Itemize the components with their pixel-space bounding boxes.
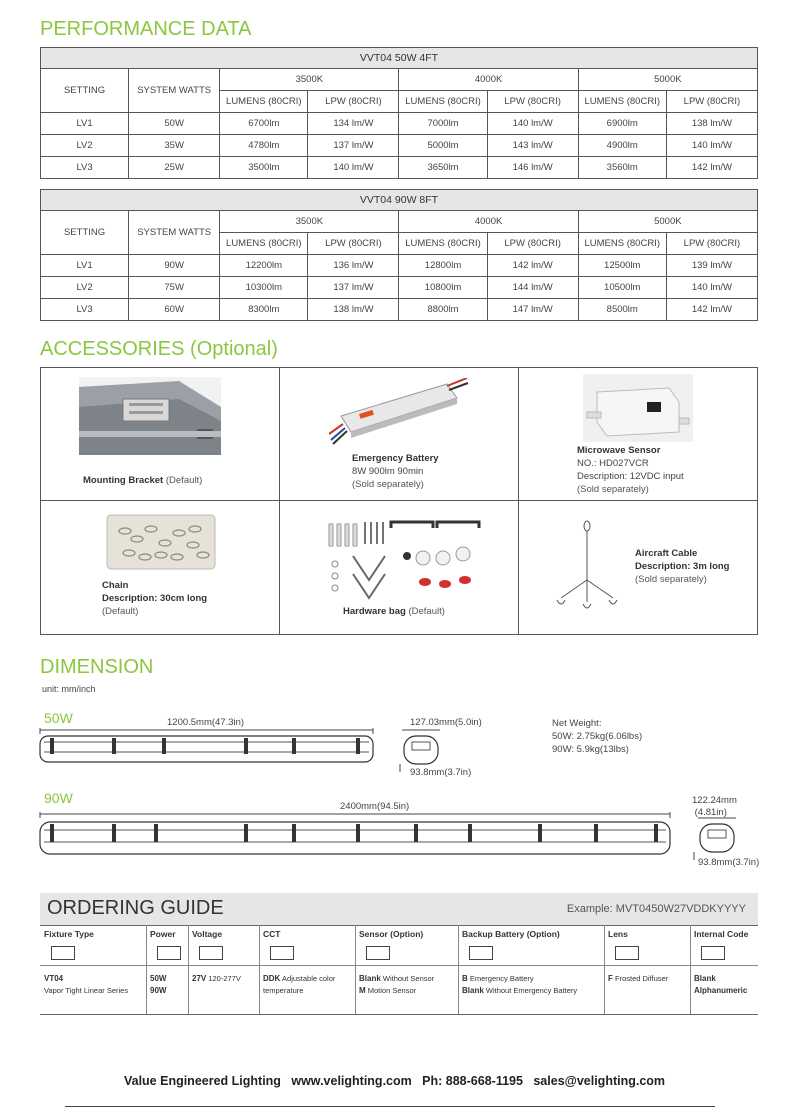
ordering-grid [40, 925, 758, 1015]
accessories-title-sub: (Optional) [190, 338, 278, 360]
header-lpw: LPW (80CRI) [308, 233, 399, 255]
table-row [41, 255, 758, 277]
table-cell: 140 lm/W [666, 277, 757, 299]
header-lumens: LUMENS (80CRI) [578, 91, 666, 113]
net-weight: Net Weight: 50W: 2.75kg(6.06lbs) 90W: 5.9kg(13lbs) [552, 718, 643, 755]
header-lumens: LUMENS (80CRI) [399, 233, 487, 255]
ordering-column [355, 925, 458, 1014]
header-lumens: LUMENS (80CRI) [399, 91, 487, 113]
header-lumens: LUMENS (80CRI) [220, 91, 308, 113]
table-row [41, 299, 758, 321]
header-lumens: LUMENS (80CRI) [220, 233, 308, 255]
mounting-bracket-image [79, 377, 221, 455]
table-caption: VVT04 50W 4FT [41, 48, 758, 69]
performance-table-90w [40, 189, 758, 321]
table-cell: LV3 [41, 299, 129, 321]
dimension-90w-width: 122.24mm (4.81in) [692, 795, 737, 818]
table-cell: 143 lm/W [487, 135, 578, 157]
ordering-column-header: Internal Code [694, 929, 749, 939]
ordering-column [188, 925, 259, 1014]
aircraft-cable-image [547, 518, 627, 618]
table-cell: 8300lm [220, 299, 308, 321]
table-cell: LV1 [41, 113, 129, 135]
ordering-options: DDK Adjustable color temperature [263, 974, 336, 995]
header-lpw: LPW (80CRI) [666, 91, 757, 113]
table-cell: 12800lm [399, 255, 487, 277]
ordering-title: ORDERING GUIDE [47, 897, 224, 919]
footer [0, 1074, 789, 1088]
footer-phone: Ph: 888-668-1195 [422, 1074, 523, 1088]
ordering-code-box[interactable] [701, 946, 725, 960]
table-row [41, 135, 758, 157]
header-setting: SETTING [41, 211, 129, 255]
header-cct: 3500K [220, 69, 399, 91]
ordering-column-header: Lens [608, 929, 628, 939]
table-cell: 50W [129, 113, 220, 135]
table-cell: 140 lm/W [666, 135, 757, 157]
ordering-options: F Frosted Diffuser [608, 974, 669, 983]
ordering-code-box[interactable] [366, 946, 390, 960]
ordering-column-header: Power [150, 929, 176, 939]
chain-image [105, 511, 217, 573]
table-cell: 60W [129, 299, 220, 321]
hardware-bag-image [325, 518, 485, 602]
footer-divider [65, 1106, 715, 1107]
header-setting: SETTING [41, 69, 129, 113]
emergency-battery-label: Emergency Battery 8W 900lm 90min (Sold separately) [352, 453, 439, 490]
table-cell: 147 lm/W [487, 299, 578, 321]
accessories-title [40, 338, 278, 361]
ordering-options: 50W 90W [150, 974, 167, 995]
ordering-example: Example: MVT0450W27VDDKYYYY [566, 903, 746, 915]
header-cct: 5000K [578, 211, 757, 233]
table-cell: 134 lm/W [308, 113, 399, 135]
table-cell: 6700lm [220, 113, 308, 135]
header-cct: 4000K [399, 69, 578, 91]
table-cell: 3500lm [220, 157, 308, 179]
dimension-90w-height: 93.8mm(3.7in) [698, 857, 760, 868]
ordering-column-header: Fixture Type [44, 929, 94, 939]
accessories-title-text: ACCESSORIES [40, 338, 185, 360]
table-cell: 10800lm [399, 277, 487, 299]
header-cct: 4000K [399, 211, 578, 233]
table-cell: 146 lm/W [487, 157, 578, 179]
table-cell: 3560lm [578, 157, 666, 179]
table-cell: 3650lm [399, 157, 487, 179]
table-cell: 4900lm [578, 135, 666, 157]
microwave-sensor-label: Microwave Sensor NO.: HD027VCR Description: 12VDC input (Sold separately) [577, 445, 684, 495]
dimension-50w-label: 50W [44, 710, 73, 726]
table-cell: LV1 [41, 255, 129, 277]
chain-label: Chain Description: 30cm long (Default) [102, 580, 208, 617]
aircraft-cable-label: Aircraft Cable Description: 3m long (Sold separately) [635, 548, 730, 585]
table-cell: 7000lm [399, 113, 487, 135]
table-cell: 142 lm/W [666, 157, 757, 179]
table-cell: 142 lm/W [666, 299, 757, 321]
table-cell: 144 lm/W [487, 277, 578, 299]
ordering-column-header: CCT [263, 929, 281, 939]
ordering-code-box[interactable] [615, 946, 639, 960]
accessories-grid [40, 367, 758, 635]
header-lpw: LPW (80CRI) [666, 233, 757, 255]
table-cell: 6900lm [578, 113, 666, 135]
footer-website[interactable]: www.velighting.com [291, 1074, 412, 1088]
table-row [41, 157, 758, 179]
table-cell: 25W [129, 157, 220, 179]
dimension-50w-width: 127.03mm(5.0in) [410, 717, 482, 728]
header-lpw: LPW (80CRI) [308, 91, 399, 113]
performance-title: PERFORMANCE DATA [40, 18, 252, 40]
header-system-watts: SYSTEM WATTS [129, 211, 220, 255]
dimension-title: DIMENSION [40, 656, 154, 678]
table-cell: 140 lm/W [487, 113, 578, 135]
table-cell: 90W [129, 255, 220, 277]
table-cell: LV2 [41, 135, 129, 157]
table-cell: 137 lm/W [308, 135, 399, 157]
fixture-50w-drawing [38, 728, 378, 768]
table-caption: VVT04 90W 8FT [41, 190, 758, 211]
footer-email[interactable]: sales@velighting.com [533, 1074, 666, 1088]
table-row [41, 277, 758, 299]
ordering-header [40, 893, 758, 926]
header-system-watts: SYSTEM WATTS [129, 69, 220, 113]
table-row [41, 113, 758, 135]
table-cell: 138 lm/W [308, 299, 399, 321]
dimension-unit: unit: mm/inch [42, 684, 96, 694]
ordering-column [259, 925, 355, 1014]
ordering-code-box[interactable] [157, 946, 181, 960]
table-cell: 5000lm [399, 135, 487, 157]
header-cct: 3500K [220, 211, 399, 233]
ordering-column [40, 925, 146, 1014]
performance-table-50w [40, 47, 758, 179]
hardware-bag-label: Hardware bag (Default) [343, 606, 445, 617]
ordering-column [604, 925, 690, 1014]
table-cell: 8800lm [399, 299, 487, 321]
ordering-column-header: Backup Battery (Option) [462, 929, 560, 939]
table-cell: 10300lm [220, 277, 308, 299]
mounting-bracket-label: Mounting Bracket (Default) [83, 475, 203, 486]
ordering-code-box[interactable] [469, 946, 493, 960]
dimension-90w-label: 90W [44, 790, 73, 806]
table-cell: LV2 [41, 277, 129, 299]
table-cell: 35W [129, 135, 220, 157]
ordering-options: 27V 120-277V [192, 974, 241, 983]
dimension-50w-length: 1200.5mm(47.3in) [167, 717, 245, 728]
ordering-options: VT04 Vapor Tight Linear Series [44, 974, 129, 995]
table-cell: 12200lm [220, 255, 308, 277]
ordering-code-box[interactable] [270, 946, 294, 960]
table-cell: 139 lm/W [666, 255, 757, 277]
fixture-50w-section [396, 728, 446, 774]
table-cell: 142 lm/W [487, 255, 578, 277]
dimension-90w-length: 2400mm(94.5in) [340, 801, 410, 812]
ordering-options: Blank Without Sensor M Motion Sensor [359, 974, 435, 995]
microwave-sensor-image [583, 374, 693, 442]
ordering-column-header: Sensor (Option) [359, 929, 424, 939]
header-cct: 5000K [578, 69, 757, 91]
header-lumens: LUMENS (80CRI) [578, 233, 666, 255]
ordering-column-header: Voltage [192, 929, 223, 939]
ordering-code-box[interactable] [51, 946, 75, 960]
ordering-options: Blank Alphanumeric [694, 974, 748, 995]
table-cell: LV3 [41, 157, 129, 179]
table-cell: 75W [129, 277, 220, 299]
table-cell: 137 lm/W [308, 277, 399, 299]
table-cell: 12500lm [578, 255, 666, 277]
ordering-column [690, 925, 758, 1014]
table-cell: 8500lm [578, 299, 666, 321]
table-cell: 4780lm [220, 135, 308, 157]
ordering-code-box[interactable] [199, 946, 223, 960]
header-lpw: LPW (80CRI) [487, 91, 578, 113]
dimension-50w-height: 93.8mm(3.7in) [410, 767, 472, 778]
table-cell: 138 lm/W [666, 113, 757, 135]
fixture-90w-section [690, 816, 742, 862]
ordering-column [146, 925, 188, 1014]
ordering-options: B Emergency Battery Blank Without Emergency Battery [462, 974, 578, 995]
emergency-battery-image [329, 378, 469, 448]
fixture-90w-drawing [38, 812, 674, 860]
table-cell: 10500lm [578, 277, 666, 299]
header-lpw: LPW (80CRI) [487, 233, 578, 255]
footer-company: Value Engineered Lighting [123, 1074, 281, 1088]
table-cell: 140 lm/W [308, 157, 399, 179]
ordering-column [458, 925, 604, 1014]
table-cell: 136 lm/W [308, 255, 399, 277]
